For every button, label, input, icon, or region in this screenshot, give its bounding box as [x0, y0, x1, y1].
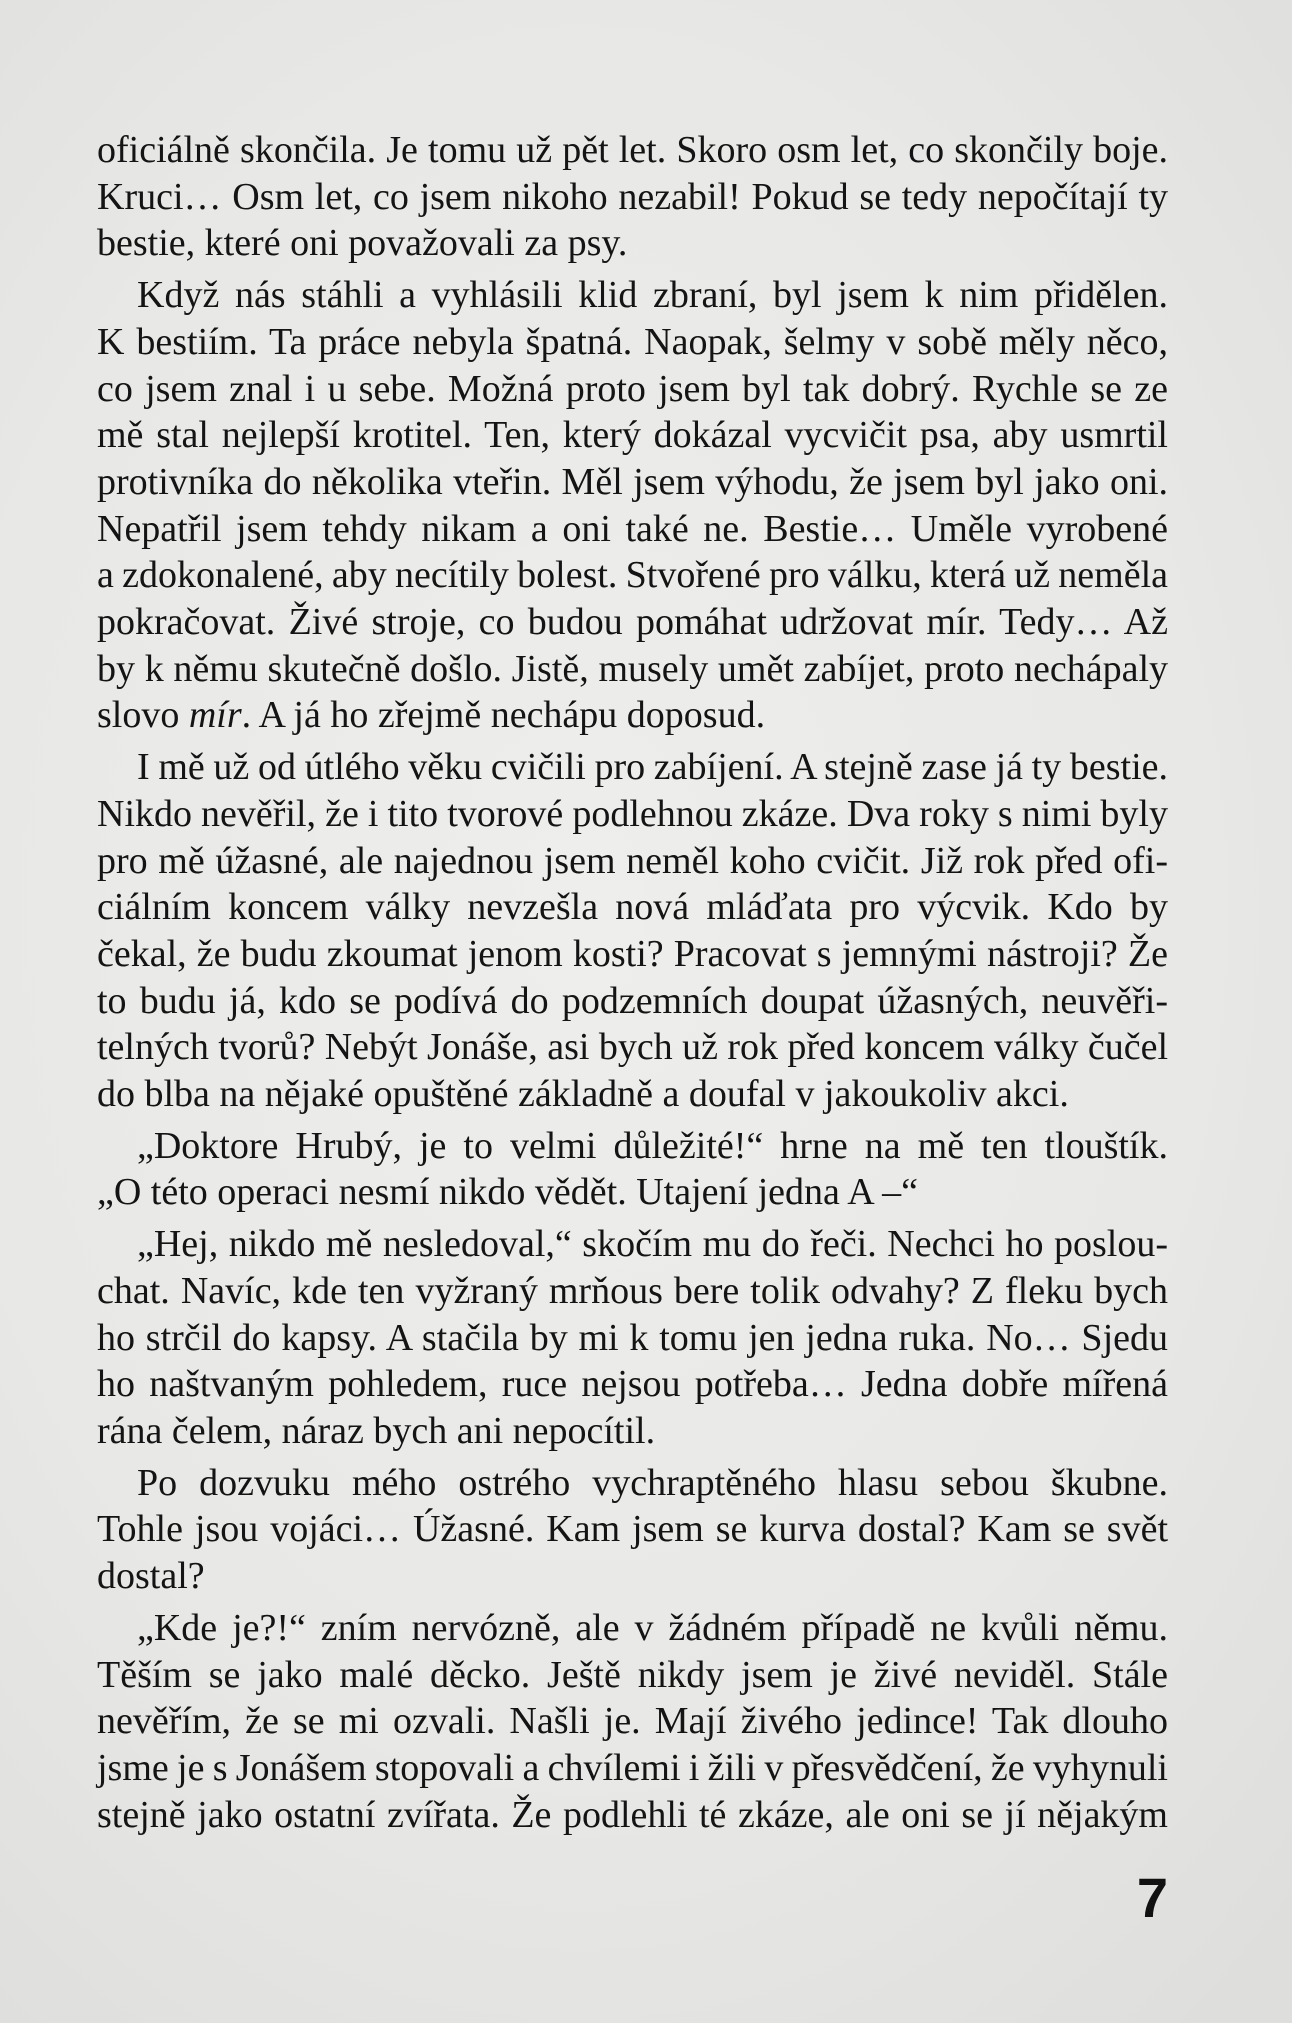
text-line: chat. Navíc, kde ten vyžraný mrňous bere tolik odvahy? Z fleku bych [97, 1269, 1168, 1312]
text-segment: slovo [97, 694, 189, 737]
text-line: do blba na nějaké opuštěné základně a doufal v jakoukoliv akci. [97, 1073, 1069, 1116]
paragraph [97, 1123, 1168, 1216]
text-line: rána čelem, náraz bych ani nepocítil. [97, 1409, 656, 1452]
page-text [97, 127, 1168, 1838]
text-segment: . A já ho zřejmě nechápu doposud. [241, 694, 766, 737]
paragraph [97, 1605, 1168, 1839]
text-line: stejně jako ostatní zvířata. Že podlehli té zkáze, ale oni se jí nějakým [97, 1793, 1168, 1836]
text-line: Těším se jako malé děcko. Ještě nikdy jsem je živé neviděl. Stále [97, 1653, 1168, 1696]
text-line: co jsem znal i u sebe. Možná proto jsem byl tak dobrý. Rychle se ze [97, 367, 1168, 410]
text-line: telných tvorů? Nebýt Jonáše, asi bych už rok před koncem války čučel [97, 1026, 1168, 1069]
paragraph [97, 1221, 1168, 1455]
text-line: protivníka do několika vteřin. Měl jsem výhodu, že jsem byl jako oni. [97, 460, 1168, 503]
text-line [97, 692, 1168, 739]
text-line: mě stal nejlepší krotitel. Ten, který dokázal vycvičit psa, aby usmrtil [97, 414, 1168, 457]
text-line: I mě už od útlého věku cvičili pro zabíjení. A stejně zase já ty bestie. [137, 746, 1168, 789]
text-line: nevěřím, že se mi ozvali. Našli je. Mají živého jedince! Tak dlouho [97, 1700, 1168, 1743]
text-line: to budu já, kdo se podívá do podzemních doupat úžasných, neuvěři- [97, 979, 1168, 1022]
text-line: K bestiím. Ta práce nebyla špatná. Naopak, šelmy v sobě měly něco, [97, 320, 1168, 363]
text-line: a zdokonalené, aby necítily bolest. Stvořené pro válku, která už neměla [97, 554, 1168, 597]
text-line: dostal? [97, 1555, 205, 1598]
text-line: Kruci… Osm let, co jsem nikoho nezabil! Pokud se tedy nepočítají ty [97, 175, 1168, 218]
text-line: „Kde je?!“ zním nervózně, ale v žádném případě ne kvůli němu. [137, 1606, 1168, 1649]
text-line: „Doktore Hrubý, je to velmi důležité!“ hrne na mě ten tlouštík. [137, 1124, 1168, 1167]
text-line: „O této operaci nesmí nikdo vědět. Utajení jedna A –“ [97, 1171, 918, 1214]
text-line: jsme je s Jonášem stopovali a chvílemi i žili v přesvědčení, že vyhynuli [97, 1746, 1168, 1789]
text-line: Nepatřil jsem tehdy nikam a oni také ne. Bestie… Uměle vyrobené [97, 507, 1168, 550]
text-line: čekal, že budu zkoumat jenom kosti? Pracovat s jemnými nástroji? Že [97, 932, 1168, 975]
page-number: 7 [1136, 1866, 1168, 1929]
text-line: pro mě úžasné, ale najednou jsem neměl koho cvičit. Již rok před ofi- [97, 839, 1168, 882]
paragraph [97, 744, 1168, 1118]
text-line: Nikdo nevěřil, že i tito tvorové podlehnou zkáze. Dva roky s nimi byly [97, 792, 1168, 835]
text-line: ho naštvaným pohledem, ruce nejsou potřeba… Jedna dobře mířená [97, 1363, 1168, 1406]
paragraph [97, 127, 1168, 267]
text-line: „Hej, nikdo mě nesledoval,“ skočím mu do řeči. Nechci ho poslou- [137, 1223, 1168, 1266]
text-line: bestie, které oni považovali za psy. [97, 222, 628, 265]
text-line: pokračovat. Živé stroje, co budou pomáhat udržovat mír. Tedy… Až [97, 601, 1168, 644]
paragraph [97, 272, 1168, 739]
text-line: ho strčil do kapsy. A stačila by mi k tomu jen jedna ruka. No… Sjedu [97, 1316, 1168, 1359]
paragraph [97, 1460, 1168, 1600]
text-line: Tohle jsou vojáci… Úžasné. Kam jsem se kurva dostal? Kam se svět [97, 1508, 1168, 1551]
text-line: by k němu skutečně došlo. Jistě, musely umět zabíjet, proto nechápaly [97, 647, 1168, 690]
text-line: Po dozvuku mého ostrého vychraptěného hlasu sebou škubne. [137, 1461, 1168, 1504]
text-line: Když nás stáhli a vyhlásili klid zbraní, byl jsem k nim přidělen. [137, 274, 1168, 317]
text-line: oficiálně skončila. Je tomu už pět let. Skoro osm let, co skončily boje. [97, 129, 1168, 171]
text-line: ciálním koncem války nevzešla nová mláďata pro výcvik. Kdo by [97, 886, 1168, 929]
emphasized-word: mír [188, 694, 242, 737]
